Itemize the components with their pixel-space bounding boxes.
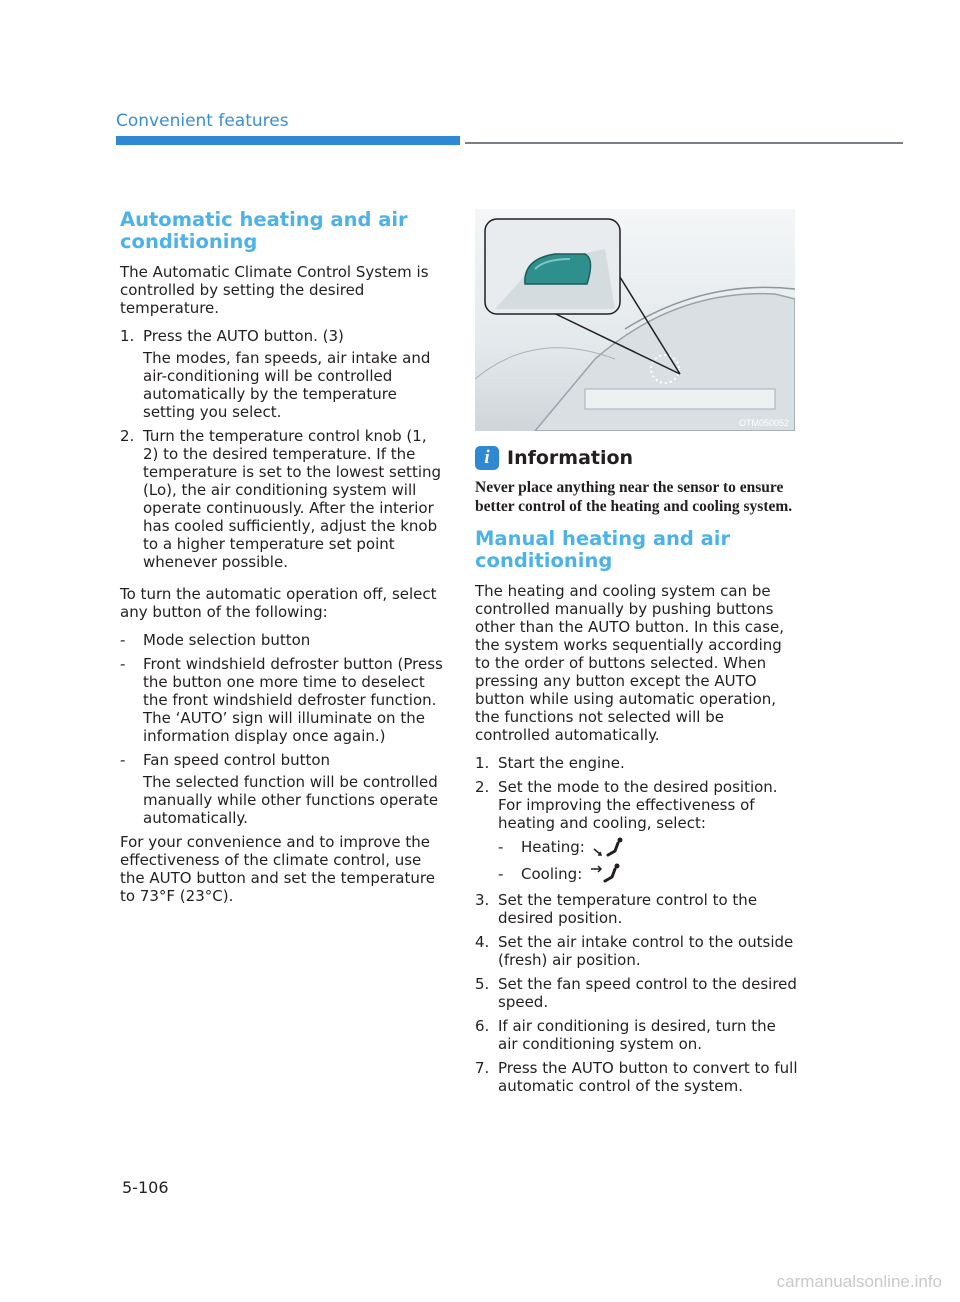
step-text: Turn the temperature control knob (1, 2) to the desired temperature. If the temperature is set to the lowest setting (Lo), the air conditioning system will operate continuously. After the interior has cooled sufficiently, adjust the knob to a higher temperature set point whenever possible. [143,427,442,571]
step-text: Set the fan speed control to the desired speed. [498,975,797,1011]
item-text: Fan speed control button [143,751,331,769]
list-item [120,327,445,421]
item-text: Front windshield defroster button (Press the button one more time to deselect the front windshield defroster function. The ‘AUTO’ sign will illuminate on the information display once again.) [143,655,443,745]
figure-code: OTM050052 [738,418,789,428]
left-column [120,209,445,915]
mode-label: Heating: [521,838,585,856]
auto-steps [120,327,445,571]
list-item [498,836,800,859]
manual-steps [475,754,800,1095]
auto-intro: The Automatic Climate Control System is controlled by setting the desired temperature. [120,263,429,317]
sensor-figure [475,209,795,431]
step-number: 1. [475,754,490,772]
list-item [475,933,800,969]
dash-marker: - [120,631,126,649]
list-item [120,751,445,827]
list-item [120,631,445,649]
manual-intro: The heating and cooling system can be controlled manually by pushing buttons other than the AUTO button. In this case, the system works sequentially according to the order of buttons selected. When pressing any button except the AUTO button while using automatic operation, the functions not selected will be controlled automatically. [475,582,785,744]
dash-marker: - [120,751,126,769]
dash-marker: - [498,864,504,883]
watermark: carmanualsonline.info [776,1272,942,1291]
step-number: 3. [475,891,490,909]
header-rule-thick [116,136,460,145]
button-list [120,631,445,827]
item-subtext: The selected function will be controlled manually while other functions operate automatically. [143,773,439,827]
step-subtext: The modes, fan speeds, air intake and air-conditioning will be controlled automatically by the temperature setting you select. [143,349,431,421]
list-item [475,975,800,1011]
info-header [475,446,800,470]
sensor-illustration [475,209,795,431]
step-text: Press the AUTO button. (3) [143,327,344,345]
info-title: Information [507,447,634,469]
turn-off-text: To turn the automatic operation off, select any button of the following: [120,585,437,621]
step-text: Start the engine. [498,754,625,772]
header-rule-thin [465,142,903,144]
mode-label: Cooling: [521,864,583,883]
info-text: Never place anything near the sensor to ensure better control of the heating and cooling system. [475,479,793,515]
item-text: Mode selection button [143,631,311,649]
closing-text: For your convenience and to improve the effectiveness of the climate control, use the AUTO button and set the temperature to 73°F (23°C). [120,833,435,905]
list-item [120,655,445,745]
page-number: 5-106 [122,1178,169,1197]
right-column [475,209,800,1101]
manual-heading: Manual heating and air conditioning [475,527,731,572]
dash-marker: - [498,838,504,856]
step-text: Set the air intake control to the outside (fresh) air position. [498,933,794,969]
step-number: 7. [475,1059,490,1077]
step-text: Set the mode to the desired position. For improving the effectiveness of heating and cooling, select: [498,778,778,832]
mode-list [498,836,800,885]
step-text: Press the AUTO button to convert to full automatic control of the system. [498,1059,798,1095]
step-number: 5. [475,975,490,993]
section-title: Convenient features [116,111,289,131]
step-number: 1. [120,327,135,345]
floor-mode-icon [592,837,626,859]
dash-marker: - [120,655,126,673]
step-number: 2. [475,778,490,796]
list-item [475,778,800,885]
list-item [498,863,800,886]
list-item [475,1017,800,1053]
step-number: 4. [475,933,490,951]
list-item [475,1059,800,1095]
step-number: 2. [120,427,135,445]
step-text: Set the temperature control to the desired position. [498,891,758,927]
face-mode-icon [589,863,623,885]
auto-heading: Automatic heating and air conditioning [120,208,408,253]
list-item [120,427,445,571]
info-icon: i [475,446,499,470]
step-number: 6. [475,1017,490,1035]
list-item [475,754,800,772]
step-text: If air conditioning is desired, turn the air conditioning system on. [498,1017,776,1053]
list-item [475,891,800,927]
